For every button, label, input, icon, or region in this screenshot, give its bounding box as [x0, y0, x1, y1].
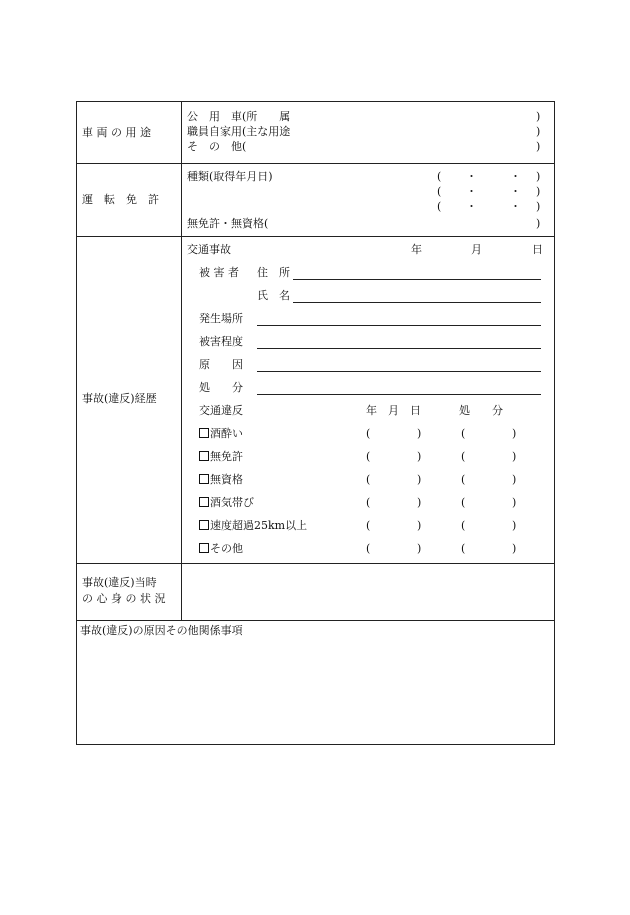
violation-disposal-close: ): [512, 496, 517, 509]
violation-disposal-open: (: [461, 496, 466, 509]
violation-item-label: 酒酔い: [210, 427, 243, 440]
cause-line: [257, 371, 541, 372]
disposal-label: 処 分: [199, 381, 243, 394]
vehicle-private-line: 職員自家用(主な用途: [187, 125, 291, 138]
license-date-dots: ・ ・: [466, 185, 521, 198]
license-type-label: 種類(取得年月日): [187, 170, 273, 183]
checkbox-icon[interactable]: [199, 451, 209, 461]
license-label: 運 転 免 許: [82, 193, 159, 206]
unlicensed-close-paren: ): [536, 217, 541, 230]
vehicle-other-line: そ の 他(: [187, 140, 247, 153]
violation-disposal-close: ): [512, 473, 517, 486]
violation-date-header: 年 月 日: [366, 404, 421, 417]
condition-label-line2: の 心 身 の 状 況: [82, 592, 166, 605]
accident-month: 月: [471, 243, 482, 256]
checkbox-icon[interactable]: [199, 474, 209, 484]
row-divider: [76, 563, 555, 564]
violation-date-close: ): [417, 450, 422, 463]
checkbox-icon[interactable]: [199, 428, 209, 438]
disposal-line: [257, 394, 541, 395]
violation-disposal-close: ): [512, 519, 517, 532]
unlicensed-line: 無免許・無資格(: [187, 217, 269, 230]
vehicle-usage-label: 車 両 の 用 途: [82, 126, 151, 139]
checkbox-icon[interactable]: [199, 520, 209, 530]
license-date-close: ): [536, 200, 541, 213]
accident-day: 日: [532, 243, 543, 256]
violation-item-label: 速度超過25km以上: [210, 519, 308, 532]
violation-item: [199, 473, 243, 486]
victim-address-label: 住 所: [257, 266, 290, 279]
violation-disposal-open: (: [461, 542, 466, 555]
violation-date-close: ): [417, 496, 422, 509]
accident-title: 交通事故: [187, 243, 231, 256]
license-date-close: ): [536, 170, 541, 183]
violation-item-label: 酒気帯び: [210, 496, 254, 509]
accident-year: 年: [411, 243, 422, 256]
violation-disposal-open: (: [461, 473, 466, 486]
damage-label: 被害程度: [199, 335, 243, 348]
violation-date-open: (: [366, 450, 371, 463]
victim-name-line: [293, 302, 541, 303]
victim-label: 被 害 者: [199, 266, 239, 279]
place-line: [257, 325, 541, 326]
violation-date-close: ): [417, 542, 422, 555]
vehicle-close-paren: ): [536, 125, 541, 138]
column-divider: [181, 101, 182, 620]
violation-item: [199, 519, 307, 532]
vehicle-official-line: 公 用 車(所 属: [187, 110, 291, 123]
license-date-dots: ・ ・: [466, 200, 521, 213]
license-date-open: (: [437, 170, 442, 183]
violation-disposal-close: ): [512, 542, 517, 555]
place-label: 発生場所: [199, 312, 243, 325]
violation-date-open: (: [366, 496, 371, 509]
damage-line: [257, 348, 541, 349]
violation-disposal-open: (: [461, 519, 466, 532]
condition-label-line1: 事故(違反)当時: [82, 576, 157, 589]
violation-date-close: ): [417, 519, 422, 532]
row-divider: [76, 236, 555, 237]
vehicle-close-paren: ): [536, 140, 541, 153]
violation-date-open: (: [366, 519, 371, 532]
violation-date-open: (: [366, 542, 371, 555]
violation-disposal-close: ): [512, 427, 517, 440]
violation-title: 交通違反: [199, 404, 243, 417]
violation-item-label: 無資格: [210, 473, 243, 486]
violation-disposal-header: 処 分: [459, 404, 503, 417]
checkbox-icon[interactable]: [199, 497, 209, 507]
vehicle-close-paren: ): [536, 110, 541, 123]
violation-disposal-open: (: [461, 427, 466, 440]
violation-item: [199, 427, 243, 440]
violation-item: [199, 496, 254, 509]
violation-date-close: ): [417, 473, 422, 486]
cause-label: 原 因: [199, 358, 243, 371]
violation-disposal-open: (: [461, 450, 466, 463]
violation-date-close: ): [417, 427, 422, 440]
license-date-open: (: [437, 185, 442, 198]
violation-item-label: その他: [210, 542, 243, 555]
violation-item-label: 無免許: [210, 450, 243, 463]
violation-item: [199, 542, 243, 555]
checkbox-icon[interactable]: [199, 543, 209, 553]
victim-name-label: 氏 名: [257, 289, 290, 302]
violation-disposal-close: ): [512, 450, 517, 463]
license-date-dots: ・ ・: [466, 170, 521, 183]
cause-other-label: 事故(違反)の原因その他関係事項: [80, 624, 243, 637]
victim-address-line: [293, 279, 541, 280]
row-divider: [76, 163, 555, 164]
license-date-close: ): [536, 185, 541, 198]
violation-item: [199, 450, 243, 463]
violation-date-open: (: [366, 427, 371, 440]
violation-date-open: (: [366, 473, 371, 486]
history-label: 事故(違反)経歴: [82, 392, 157, 405]
row-divider: [76, 620, 555, 621]
license-date-open: (: [437, 200, 442, 213]
